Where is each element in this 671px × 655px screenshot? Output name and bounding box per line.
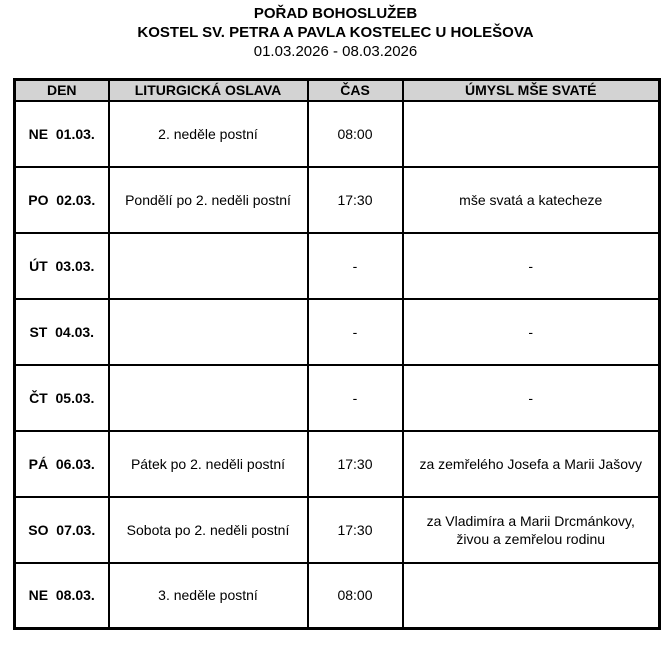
- mass-intention-cell: mše svatá a katecheze: [403, 167, 660, 233]
- time-cell: 17:30: [308, 167, 403, 233]
- liturgical-celebration-cell: 2. neděle postní: [109, 101, 308, 167]
- day-cell: NE 08.03.: [15, 563, 109, 629]
- column-header-liturgicka-oslava: LITURGICKÁ OSLAVA: [109, 80, 308, 101]
- day-cell: PO 02.03.: [15, 167, 109, 233]
- liturgical-celebration-cell: [109, 299, 308, 365]
- day-cell: ČT 05.03.: [15, 365, 109, 431]
- liturgical-celebration-cell: [109, 233, 308, 299]
- table-row: [15, 365, 660, 431]
- table-row: [15, 233, 660, 299]
- mass-intention-cell: -: [403, 233, 660, 299]
- table-row: [15, 299, 660, 365]
- day-cell: NE 01.03.: [15, 101, 109, 167]
- table-row: [15, 431, 660, 497]
- column-header-cas: ČAS: [308, 80, 403, 101]
- page-title: POŘAD BOHOSLUŽEB: [253, 5, 418, 22]
- schedule-table-body: [15, 101, 660, 629]
- church-name: KOSTEL SV. PETRA A PAVLA KOSTELEC U HOLEŠOVA: [137, 24, 534, 41]
- mass-intention-cell: [403, 563, 660, 629]
- column-header-umysl: ÚMYSL MŠE SVATÉ: [403, 80, 660, 101]
- time-cell: -: [308, 299, 403, 365]
- liturgical-celebration-cell: 3. neděle postní: [109, 563, 308, 629]
- schedule-table: [13, 78, 661, 630]
- mass-intention-cell: -: [403, 365, 660, 431]
- mass-intention-cell: za zemřelého Josefa a Marii Jašovy: [403, 431, 660, 497]
- time-cell: 17:30: [308, 497, 403, 563]
- schedule-table-head: [15, 80, 660, 101]
- date-range: 01.03.2026 - 08.03.2026: [253, 43, 418, 60]
- header-row: [15, 80, 660, 101]
- time-cell: 17:30: [308, 431, 403, 497]
- mass-intention-cell: -: [403, 299, 660, 365]
- day-cell: ST 04.03.: [15, 299, 109, 365]
- liturgical-celebration-cell: Sobota po 2. neděli postní: [109, 497, 308, 563]
- time-cell: 08:00: [308, 101, 403, 167]
- time-cell: 08:00: [308, 563, 403, 629]
- day-cell: PÁ 06.03.: [15, 431, 109, 497]
- document-header: [0, 0, 671, 61]
- table-row: [15, 101, 660, 167]
- day-cell: ÚT 03.03.: [15, 233, 109, 299]
- column-header-den: DEN: [15, 80, 109, 101]
- liturgical-celebration-cell: Pátek po 2. neděli postní: [109, 431, 308, 497]
- day-cell: SO 07.03.: [15, 497, 109, 563]
- table-row: [15, 497, 660, 563]
- liturgical-celebration-cell: [109, 365, 308, 431]
- time-cell: -: [308, 233, 403, 299]
- time-cell: -: [308, 365, 403, 431]
- table-row: [15, 167, 660, 233]
- table-row: [15, 563, 660, 629]
- mass-intention-cell: za Vladimíra a Marii Drcmánkovy, živou a zemřelou rodinu: [403, 497, 660, 563]
- liturgical-celebration-cell: Pondělí po 2. neděli postní: [109, 167, 308, 233]
- mass-intention-cell: [403, 101, 660, 167]
